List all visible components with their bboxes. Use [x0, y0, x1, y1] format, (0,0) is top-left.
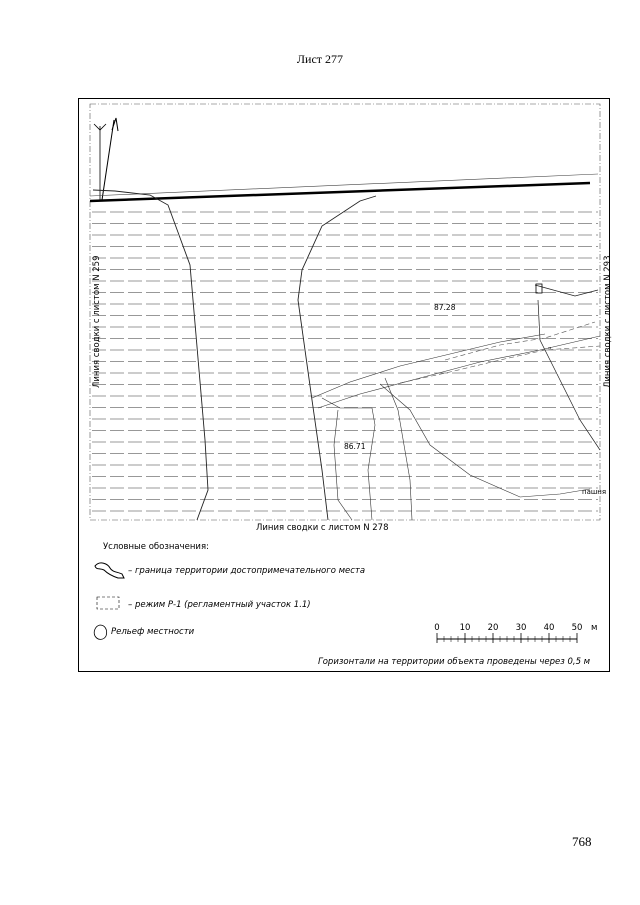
boundary-line-middle: [298, 196, 376, 520]
hatched-rectangle-icon: [97, 597, 119, 609]
scale-bar: [434, 623, 597, 643]
scale-label: 20: [487, 623, 499, 633]
scale-label: 40: [543, 623, 555, 633]
scale-label: 10: [459, 623, 471, 633]
legend-item-relief: Рельеф местности: [111, 627, 195, 637]
map-inner-border: [90, 104, 600, 520]
north-arrow-icon: [94, 118, 118, 200]
feature-label-field: пашня: [582, 488, 607, 496]
relief-legend-icon: [94, 625, 106, 639]
mark-label: ": [548, 346, 552, 354]
legend-title: Условные обозначения:: [103, 542, 209, 552]
join-label-right: Линия сводки с листом N 293: [603, 255, 613, 388]
boundary-line-right: [535, 285, 598, 296]
relief-contours-dashed: [400, 322, 600, 383]
legend-item-regime: – режим Р-1 (регламентный участок 1.1): [128, 600, 311, 610]
scale-label: 0: [434, 623, 440, 633]
boundary-line-left: [93, 190, 208, 520]
scale-label: 50: [571, 623, 583, 633]
join-label-bottom: Линия сводки с листом N 278: [256, 523, 389, 533]
boundary-legend-icon: [95, 563, 124, 578]
join-label-left: Линия сводки с листом N 259: [92, 255, 102, 388]
scale-label: 30: [515, 623, 527, 633]
boundary-line-right-lower: [538, 300, 600, 450]
road-line: [90, 183, 590, 201]
regime-hatching: [92, 212, 598, 511]
legend-item-boundary: – граница территории достопримечательного места: [128, 566, 366, 576]
elevation-label-2: 86.71: [344, 442, 366, 451]
elevation-label-1: 87.28: [434, 303, 456, 312]
page-number: 768: [572, 834, 592, 849]
sheet-title: Лист 277: [296, 52, 344, 66]
relief-contours: [312, 334, 600, 520]
contour-interval-note: Горизонтали на территории объекта проведены через 0,5 м: [318, 657, 591, 667]
scale-unit: м: [591, 623, 598, 633]
